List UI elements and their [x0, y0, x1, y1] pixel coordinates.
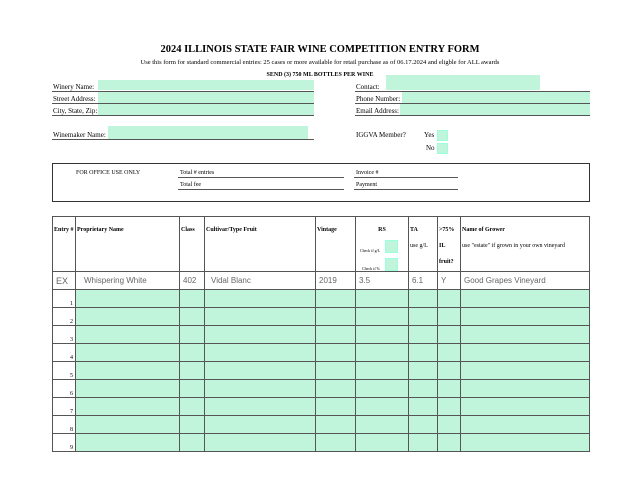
- entry-il-fruit-input[interactable]: [438, 308, 461, 326]
- example-ta: 6.1: [409, 272, 438, 290]
- entry-ta-input[interactable]: [409, 362, 438, 380]
- entry-ta-input[interactable]: [409, 434, 438, 452]
- entry-rs-input[interactable]: [356, 326, 409, 344]
- invoice-label: Invoice #: [356, 170, 379, 176]
- entry-rs-input[interactable]: [356, 308, 409, 326]
- winery-name-label: Winery Name:: [53, 83, 95, 91]
- entry-vintage-input[interactable]: [316, 398, 356, 416]
- header-entry: Entry #: [53, 217, 76, 272]
- entry-proprietary-name-input[interactable]: [76, 344, 180, 362]
- entry-proprietary-name-input[interactable]: [76, 416, 180, 434]
- header-grower: Name of Grower use "estate" if grown in your own vineyard: [461, 217, 590, 272]
- entry-vintage-input[interactable]: [316, 308, 356, 326]
- send-note: SEND (3) 750 ML BOTTLES PER WINE: [266, 72, 374, 78]
- total-entries-line[interactable]: [178, 177, 344, 178]
- street-address-input[interactable]: [98, 92, 314, 103]
- entry-vintage-input[interactable]: [316, 290, 356, 308]
- iggva-yes-label: Yes: [424, 131, 435, 139]
- entry-rs-input[interactable]: [356, 416, 409, 434]
- city-state-zip-input[interactable]: [98, 104, 314, 115]
- entry-proprietary-name-input[interactable]: [76, 308, 180, 326]
- entry-grower-input[interactable]: [461, 434, 590, 452]
- email-address-label: Email Address:: [356, 107, 399, 115]
- row-number: 3: [53, 326, 76, 344]
- entry-cultivar-input[interactable]: [205, 344, 316, 362]
- entry-cultivar-input[interactable]: [205, 434, 316, 452]
- form-subtitle: Use this form for standard commercial entries: 25 cases or more available for retail purchase as of 06.17.2024 and eligble for ALL awards: [140, 59, 500, 66]
- example-row: [53, 272, 590, 290]
- street-address-label: Street Address:: [53, 95, 96, 103]
- iggva-no-checkbox[interactable]: [437, 143, 448, 154]
- entry-class-input[interactable]: [180, 308, 205, 326]
- example-rs: 3.5: [356, 272, 409, 290]
- entry-grower-input[interactable]: [461, 380, 590, 398]
- example-vintage: 2019: [316, 272, 356, 290]
- header-rs: RS Check if g/L Check if %: [356, 217, 409, 272]
- row-number: 4: [53, 344, 76, 362]
- row-number: 7: [53, 398, 76, 416]
- entry-class-input[interactable]: [180, 434, 205, 452]
- table-row: [53, 308, 590, 326]
- entry-il-fruit-input[interactable]: [438, 398, 461, 416]
- table-row: [53, 362, 590, 380]
- total-fee-line[interactable]: [178, 189, 344, 190]
- row-number: 9: [53, 434, 76, 452]
- table-row: [53, 416, 590, 434]
- example-grower: Good Grapes Vineyard: [461, 272, 590, 290]
- entry-proprietary-name-input[interactable]: [76, 290, 180, 308]
- entry-grower-input[interactable]: [461, 326, 590, 344]
- office-use-box: [52, 163, 590, 202]
- header-vintage: Vintage: [316, 217, 356, 272]
- entry-grower-input[interactable]: [461, 308, 590, 326]
- entry-proprietary-name-input[interactable]: [76, 326, 180, 344]
- example-proprietary-name: Whispering White: [76, 272, 180, 290]
- table-row: [53, 344, 590, 362]
- rs-check-gl-checkbox[interactable]: [385, 240, 398, 253]
- entry-cultivar-input[interactable]: [205, 398, 316, 416]
- entry-grower-input[interactable]: [461, 362, 590, 380]
- entry-rs-input[interactable]: [356, 344, 409, 362]
- entry-rs-input[interactable]: [356, 362, 409, 380]
- entry-cultivar-input[interactable]: [205, 416, 316, 434]
- header-class: Class: [180, 217, 205, 272]
- invoice-line[interactable]: [354, 177, 458, 178]
- entry-ta-input[interactable]: [409, 308, 438, 326]
- entry-il-fruit-input[interactable]: [438, 416, 461, 434]
- entry-rs-input[interactable]: [356, 434, 409, 452]
- rs-check-pct-label: Check if %: [362, 266, 380, 271]
- entry-grower-input[interactable]: [461, 290, 590, 308]
- table-row: [53, 380, 590, 398]
- entry-grower-input[interactable]: [461, 398, 590, 416]
- city-state-zip-label: City, State, Zip:: [53, 107, 98, 115]
- row-number: 1: [53, 290, 76, 308]
- winemaker-name-label: Winemaker Name:: [53, 131, 106, 139]
- entry-ta-input[interactable]: [409, 416, 438, 434]
- total-entries-label: Total # entries: [180, 170, 215, 176]
- entry-proprietary-name-input[interactable]: [76, 398, 180, 416]
- entry-vintage-input[interactable]: [316, 434, 356, 452]
- entry-cultivar-input[interactable]: [205, 290, 316, 308]
- rs-check-gl-label: Check if g/L: [360, 248, 381, 253]
- winery-name-input[interactable]: [98, 80, 314, 90]
- entry-vintage-input[interactable]: [316, 380, 356, 398]
- entry-cultivar-input[interactable]: [205, 362, 316, 380]
- phone-number-label: Phone Number:: [356, 95, 401, 103]
- entries-table: [52, 216, 590, 452]
- entry-cultivar-input[interactable]: [205, 308, 316, 326]
- entry-proprietary-name-input[interactable]: [76, 362, 180, 380]
- office-use-label: FOR OFFICE USE ONLY: [76, 170, 141, 176]
- entry-il-fruit-input[interactable]: [438, 344, 461, 362]
- entry-vintage-input[interactable]: [316, 326, 356, 344]
- row-number: 6: [53, 380, 76, 398]
- entry-class-input[interactable]: [180, 416, 205, 434]
- email-address-input[interactable]: [400, 104, 590, 115]
- entry-ta-input[interactable]: [409, 290, 438, 308]
- iggva-yes-checkbox[interactable]: [437, 130, 448, 141]
- row-number: 5: [53, 362, 76, 380]
- contact-label: Contact:: [356, 83, 380, 91]
- entry-il-fruit-input[interactable]: [438, 380, 461, 398]
- form-title: 2024 ILLINOIS STATE FAIR WINE COMPETITION ENTRY FORM: [160, 44, 480, 55]
- entry-class-input[interactable]: [180, 362, 205, 380]
- email-address-underline: [355, 115, 590, 116]
- entry-class-input[interactable]: [180, 326, 205, 344]
- entry-il-fruit-input[interactable]: [438, 434, 461, 452]
- city-state-zip-underline: [52, 115, 314, 116]
- entry-proprietary-name-input[interactable]: [76, 434, 180, 452]
- table-row: [53, 290, 590, 308]
- entry-il-fruit-input[interactable]: [438, 326, 461, 344]
- header-proprietary-name: Proprietary Name: [76, 217, 180, 272]
- phone-number-input[interactable]: [402, 92, 590, 103]
- payment-label: Payment: [356, 182, 377, 188]
- entry-class-input[interactable]: [180, 344, 205, 362]
- header-cultivar: Cultivar/Type Fruit: [205, 217, 316, 272]
- table-row: [53, 398, 590, 416]
- entry-il-fruit-input[interactable]: [438, 290, 461, 308]
- entry-rs-input[interactable]: [356, 380, 409, 398]
- entry-ta-input[interactable]: [409, 326, 438, 344]
- entry-cultivar-input[interactable]: [205, 326, 316, 344]
- table-row: [53, 434, 590, 452]
- entry-vintage-input[interactable]: [316, 344, 356, 362]
- example-il-fruit: Y: [438, 272, 461, 290]
- winemaker-name-input[interactable]: [108, 126, 308, 139]
- example-entry: EX: [53, 272, 76, 290]
- entry-ta-input[interactable]: [409, 344, 438, 362]
- winemaker-name-underline: [52, 139, 314, 140]
- entry-vintage-input[interactable]: [316, 416, 356, 434]
- entry-proprietary-name-input[interactable]: [76, 380, 180, 398]
- entry-ta-input[interactable]: [409, 398, 438, 416]
- rs-check-pct-checkbox[interactable]: [385, 258, 398, 271]
- example-class: 402: [180, 272, 205, 290]
- entry-il-fruit-input[interactable]: [438, 362, 461, 380]
- contact-input[interactable]: [386, 75, 540, 90]
- entry-grower-input[interactable]: [461, 344, 590, 362]
- iggva-no-label: No: [426, 144, 435, 152]
- table-header-row: [53, 217, 590, 272]
- entry-grower-input[interactable]: [461, 416, 590, 434]
- entry-rs-input[interactable]: [356, 290, 409, 308]
- example-cultivar: Vidal Blanc: [205, 272, 316, 290]
- iggva-member-label: IGGVA Member?: [356, 131, 406, 139]
- entry-rs-input[interactable]: [356, 398, 409, 416]
- header-il-fruit: >75% IL fruit?: [438, 217, 461, 272]
- total-fee-label: Total fee: [180, 182, 202, 188]
- entry-class-input[interactable]: [180, 290, 205, 308]
- table-row: [53, 326, 590, 344]
- entry-class-input[interactable]: [180, 380, 205, 398]
- row-number: 2: [53, 308, 76, 326]
- payment-line[interactable]: [354, 189, 458, 190]
- row-number: 8: [53, 416, 76, 434]
- entry-class-input[interactable]: [180, 398, 205, 416]
- entry-vintage-input[interactable]: [316, 362, 356, 380]
- header-ta: TA use g/L: [409, 217, 438, 272]
- entry-ta-input[interactable]: [409, 380, 438, 398]
- entry-cultivar-input[interactable]: [205, 380, 316, 398]
